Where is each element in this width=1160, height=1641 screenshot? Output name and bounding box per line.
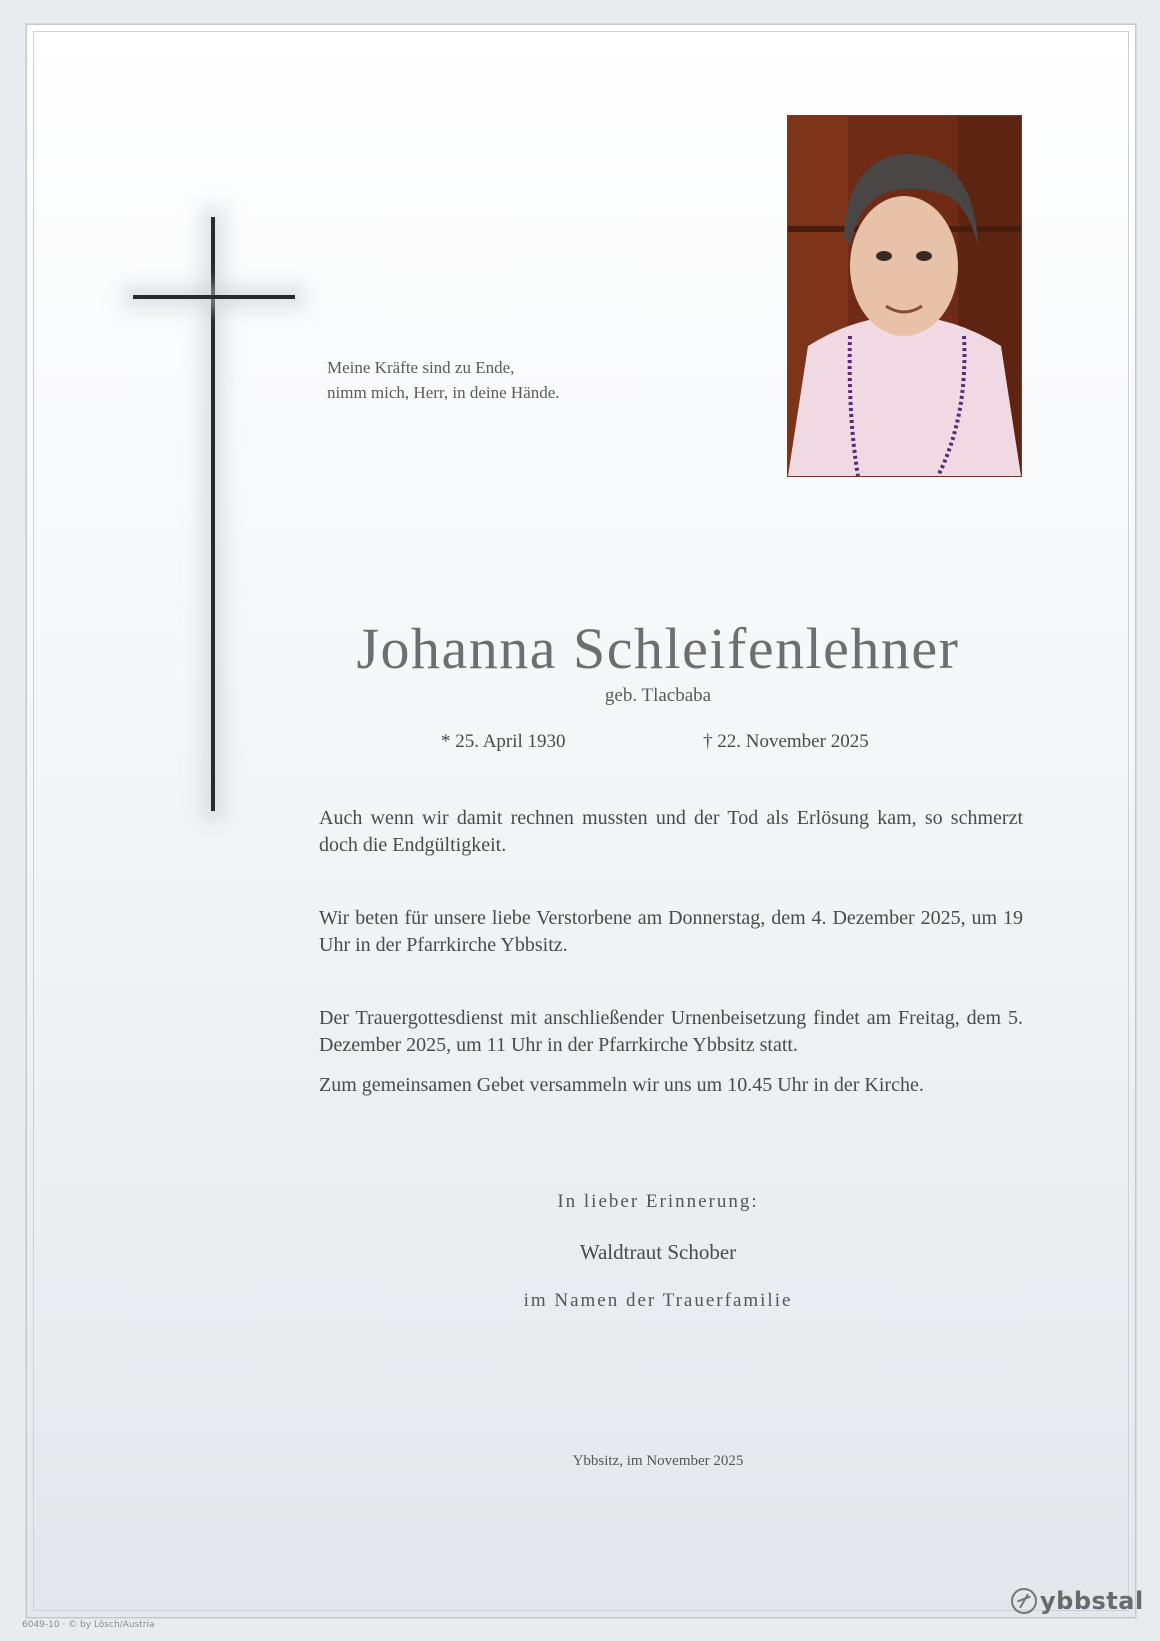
signer-name: Waldtraut Schober: [579, 1240, 737, 1264]
quote-line-2: nimm mich, Herr, in deine Hände.: [327, 383, 560, 402]
quote-line-1: Meine Kräfte sind zu Ende,: [327, 358, 515, 377]
cross-horizontal-bar: [133, 295, 295, 299]
remembrance-heading: In lieber Erinnerung:: [557, 1191, 759, 1212]
paragraph-funeral-service: Der Trauergottesdienst mit anschließender Urnenbeisetzung findet am Freitag, dem 5. Dezember 2025, um 11 Uhr in der Pfarrkirche Ybbsitz statt.: [319, 1007, 1023, 1056]
place-and-date: Ybbsitz, im November 2025: [572, 1453, 744, 1469]
cross-vertical-bar: [211, 217, 215, 811]
dandelion-icon: [1011, 1588, 1037, 1614]
birth-date: * 25. April 1930: [441, 731, 566, 752]
portrait-illustration: [788, 116, 1021, 476]
portrait-photo: [787, 115, 1022, 477]
death-date: † 22. November 2025: [703, 731, 869, 752]
paragraph-acceptance: Auch wenn wir damit rechnen mussten und der Tod als Erlösung kam, so schmerzt doch die Endgültigkeit.: [319, 807, 1023, 856]
maiden-name: geb. Tlacbaba: [604, 685, 712, 706]
logo-text: ybbstal: [1040, 1587, 1144, 1615]
paragraph-gathering: Zum gemeinsamen Gebet versammeln wir uns um 10.45 Uhr in der Kirche.: [319, 1074, 924, 1096]
bible-quote: [327, 355, 647, 405]
obituary-card: [26, 24, 1144, 1618]
family-line: im Namen der Trauerfamilie: [523, 1290, 793, 1311]
paragraph-prayer: Wir beten für unsere liebe Verstorbene am Donnerstag, dem 4. Dezember 2025, um 19 Uhr in der Pfarrkirche Ybbsitz.: [319, 907, 1023, 956]
copyright-footnote: 6049-10 · © by Lösch/Austria: [22, 1620, 155, 1630]
deceased-name: Johanna Schleifenlehner: [356, 616, 960, 681]
ybbstal-logo: [1011, 1587, 1144, 1615]
